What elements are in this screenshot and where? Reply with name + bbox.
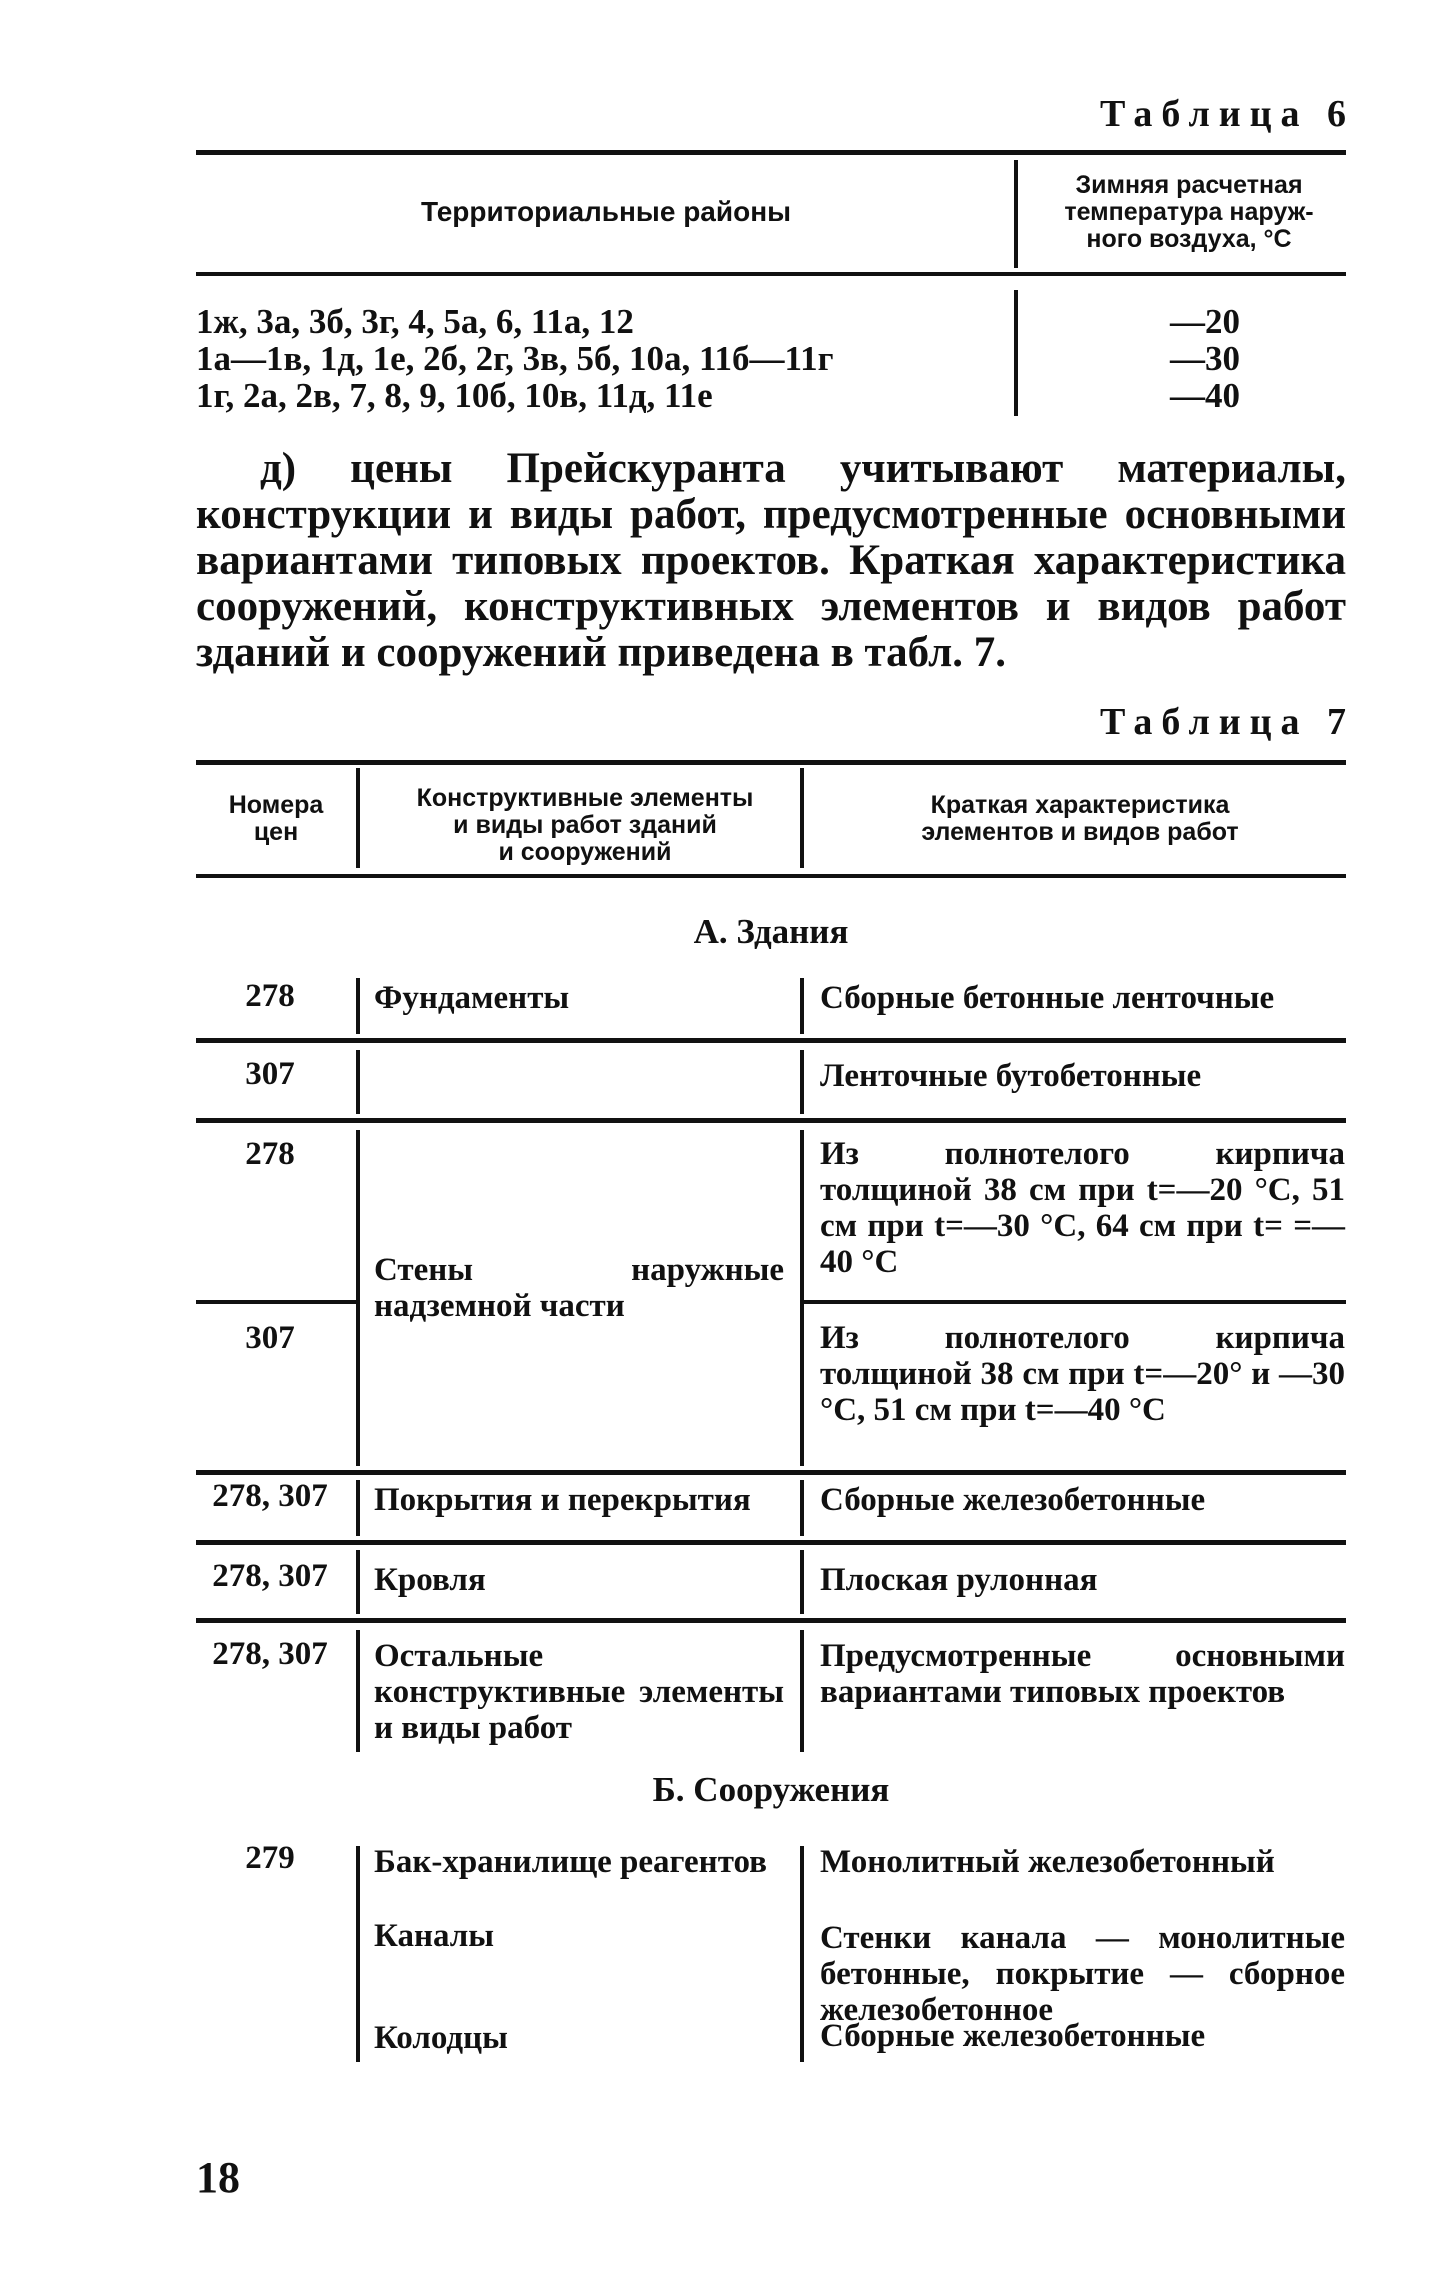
- column-divider: [800, 978, 804, 1034]
- table7-caption: Таблица 7: [1100, 701, 1356, 743]
- price-number: 307: [245, 1320, 295, 1356]
- column-divider: [356, 978, 360, 1034]
- page-number: 18: [196, 2153, 240, 2202]
- table6-body-divider: [1014, 290, 1018, 416]
- element-name: Покрытия и перекрытия: [374, 1482, 751, 1518]
- element-description: Плоская рулонная: [820, 1562, 1098, 1598]
- table6-col1-header: Территориальные районы: [420, 196, 792, 227]
- column-divider: [800, 1630, 804, 1752]
- element-name: Остальные конструктивные элементы и виды работ: [374, 1638, 784, 1746]
- price-number: 278, 307: [212, 1478, 328, 1514]
- table6-temp: —30: [1170, 339, 1240, 378]
- column-divider: [356, 1480, 360, 1536]
- element-name: Кровля: [374, 1562, 486, 1598]
- column-divider: [356, 1050, 360, 1114]
- price-number: 278: [245, 978, 295, 1014]
- table6-col2-header: Зимняя расчетная температура наруж- ного воздуха, °С: [1064, 171, 1314, 253]
- price-number: 278: [245, 1136, 295, 1172]
- row-rule: [196, 1038, 1346, 1043]
- column-divider: [800, 1550, 804, 1614]
- column-divider: [800, 1846, 804, 2062]
- column-divider: [800, 1130, 804, 1466]
- table7-header-divider: [356, 768, 360, 868]
- element-name: Колодцы: [374, 2020, 508, 2056]
- table6-row: 1г, 2а, 2в, 7, 8, 9, 10б, 10в, 11д, 11е: [196, 376, 713, 415]
- column-divider: [800, 1480, 804, 1536]
- element-description: Стенки канала — монолитные бетонные, покрытие — сборное железобетонное: [820, 1920, 1345, 2028]
- element-name: Фундаменты: [374, 980, 570, 1016]
- row-rule: [196, 1540, 1346, 1545]
- column-divider: [356, 1550, 360, 1614]
- element-name: Каналы: [374, 1918, 495, 1954]
- price-number: 279: [245, 1840, 295, 1876]
- price-number: 278, 307: [212, 1636, 328, 1672]
- element-description: Из полнотелого кирпича толщиной 38 см при t=—20 °С, 51 см при t=—30 °С, 64 см при t= =—40 °С: [820, 1136, 1345, 1280]
- element-description: Сборные железобетонные: [820, 2018, 1206, 2054]
- table6-temp: —40: [1170, 376, 1240, 415]
- table6-row: 1а—1в, 1д, 1е, 2б, 2г, 3в, 5б, 10а, 11б—11г: [196, 339, 834, 378]
- table6-caption: Таблица 6: [1100, 93, 1356, 135]
- column-divider: [800, 1050, 804, 1114]
- row-rule: [196, 1470, 1346, 1475]
- element-name: Бак-хранилище реагентов: [374, 1844, 767, 1880]
- table7-col2-header: Конструктивные элементы и виды работ зданий и сооружений: [416, 784, 754, 866]
- column-divider: [356, 1130, 360, 1466]
- table7-col1-header: Номера цен: [228, 791, 324, 846]
- element-description: Монолитный железобетонный: [820, 1844, 1275, 1880]
- table6-top-rule: [196, 150, 1346, 155]
- element-description: Из полнотелого кирпича толщиной 38 см при t=—20° и —30 °С, 51 см при t=—40 °С: [820, 1320, 1345, 1428]
- table7-header-divider: [800, 768, 804, 868]
- row-rule: [196, 1618, 1346, 1623]
- table7-col3-header: Краткая характеристика элементов и видов работ: [921, 791, 1239, 846]
- column-divider: [356, 1630, 360, 1752]
- section-b-title: Б. Сооружения: [652, 1770, 890, 1809]
- price-number: 307: [245, 1056, 295, 1092]
- element-description: Сборные железобетонные: [820, 1482, 1206, 1518]
- price-number: 278, 307: [212, 1558, 328, 1594]
- table7-header-rule: [196, 874, 1346, 878]
- element-description: Сборные бетонные ленточные: [820, 980, 1275, 1016]
- table7-top-rule: [196, 760, 1346, 765]
- row-rule-partial: [800, 1300, 1346, 1304]
- body-paragraph: д) цены Прейскуранта учитывают материалы, конструкции и виды работ, предусмотренные основными вариантами типовых проектов. Краткая характеристика сооружений, конструктивных элементов и видов работ зданий и сооружений приведена в табл. 7.: [196, 445, 1346, 676]
- table6-header-divider: [1014, 160, 1018, 268]
- element-name: Стены наружные надземной части: [374, 1252, 784, 1324]
- row-rule-partial: [196, 1300, 356, 1304]
- element-description: Предусмотренные основными вариантами типовых проектов: [820, 1638, 1345, 1710]
- table6-temp: —20: [1170, 302, 1240, 341]
- table6-row: 1ж, 3а, 3б, 3г, 4, 5а, 6, 11а, 12: [196, 302, 634, 341]
- table6-header-rule: [196, 272, 1346, 276]
- column-divider: [356, 1846, 360, 2062]
- element-description: Ленточные бутобетонные: [820, 1058, 1202, 1094]
- section-a-title: А. Здания: [693, 912, 849, 951]
- row-rule: [196, 1118, 1346, 1123]
